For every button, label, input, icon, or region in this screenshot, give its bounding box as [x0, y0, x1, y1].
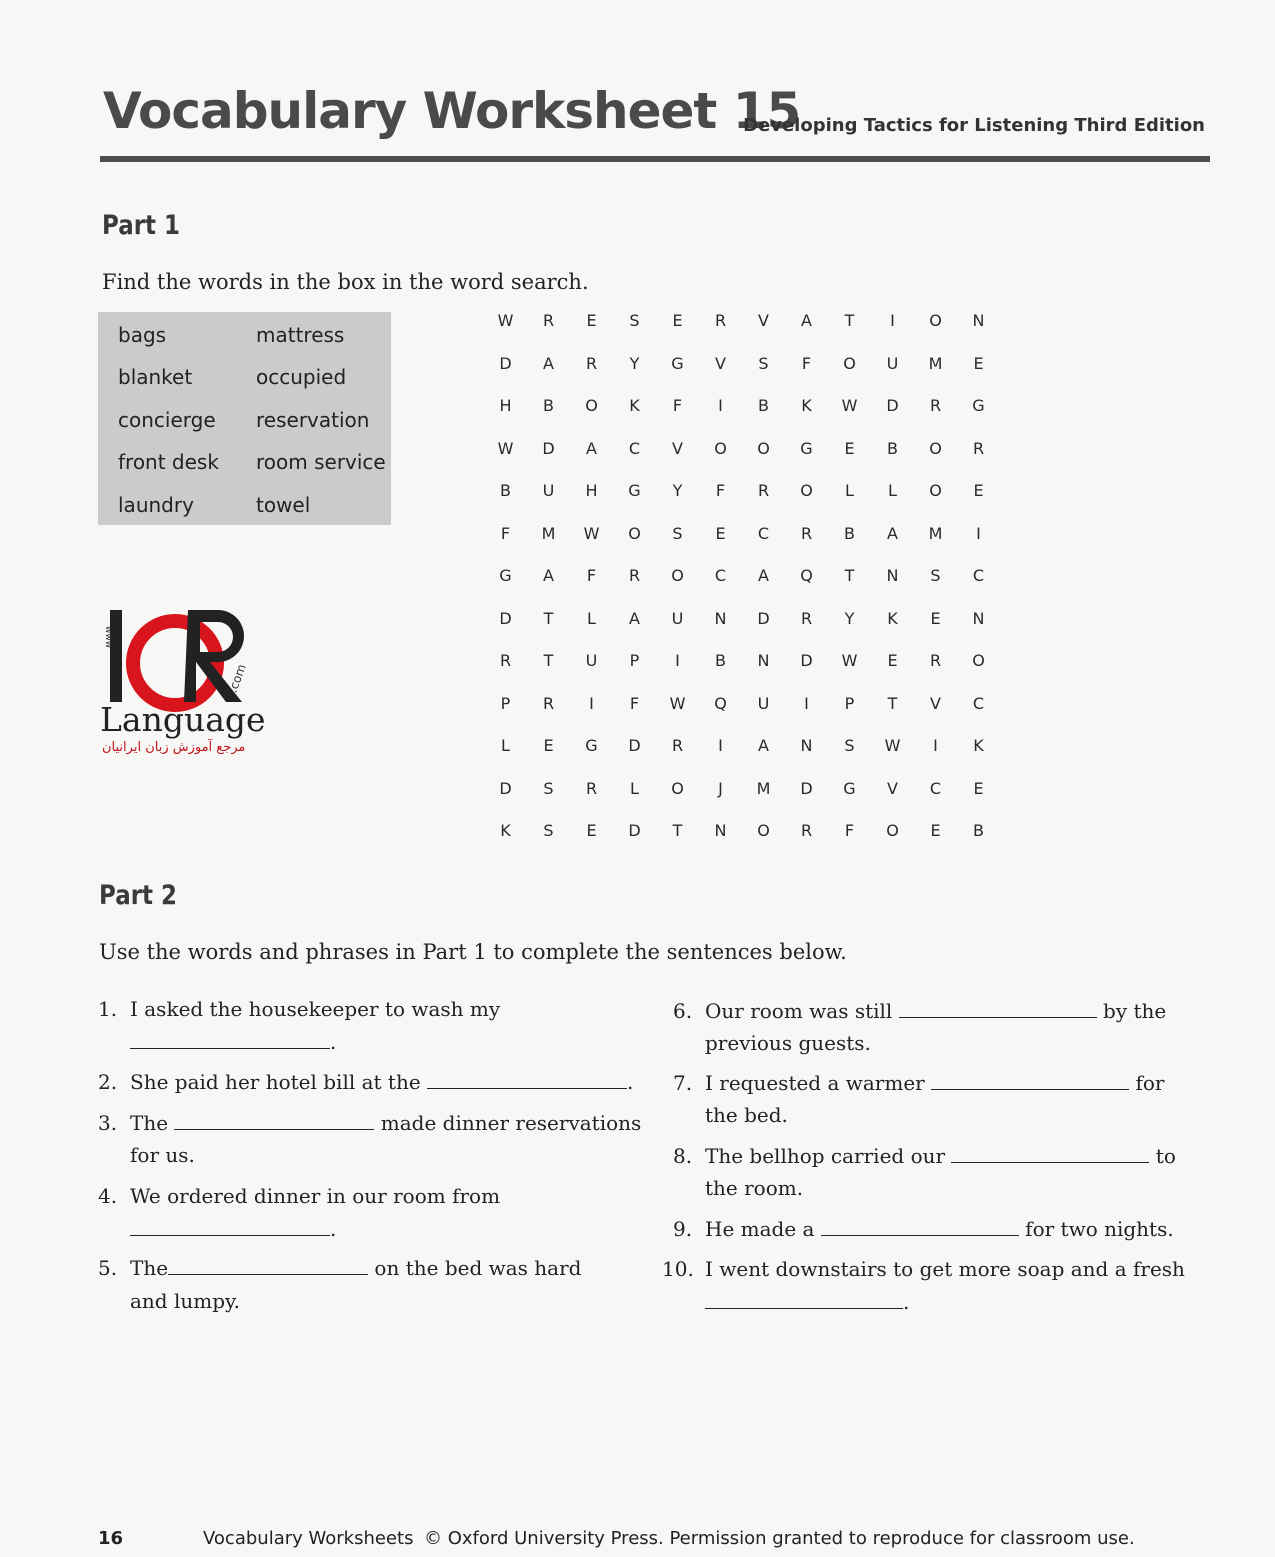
grid-letter: G — [628, 481, 641, 500]
grid-letter: I — [718, 736, 723, 755]
grid-letter: V — [758, 311, 769, 330]
grid-letter: C — [714, 566, 727, 585]
grid-letter: B — [543, 396, 554, 415]
grid-letter: A — [758, 736, 769, 755]
grid-letter: E — [973, 353, 984, 373]
grid-letter: R — [929, 396, 942, 415]
grid-letter: W — [583, 523, 600, 543]
grid-letter: W — [669, 693, 686, 713]
grid-letter: S — [543, 778, 554, 798]
page-number: 16 — [98, 1528, 124, 1549]
grid-letter: O — [929, 481, 942, 500]
part1-instruction: Find the words in the box in the word search. — [102, 270, 589, 294]
grid-letter: S — [758, 353, 769, 373]
grid-letter: R — [714, 311, 727, 330]
grid-letter: C — [972, 693, 985, 713]
grid-letter: E — [887, 651, 898, 670]
svg-text:.com: .com — [225, 662, 249, 695]
answer-blank[interactable] — [821, 1217, 1019, 1236]
word-item: reservation — [256, 408, 370, 432]
grid-letter: D — [542, 438, 555, 458]
word-box — [98, 312, 391, 525]
word-item: blanket — [118, 365, 193, 389]
grid-letter: C — [757, 523, 770, 543]
part2-heading: Part 2 — [99, 880, 177, 911]
word-item: occupied — [256, 365, 347, 389]
grid-letter: D — [628, 736, 641, 755]
grid-letter: U — [585, 651, 598, 670]
grid-letter: F — [500, 523, 511, 543]
grid-letter: O — [628, 523, 641, 543]
grid-letter: R — [929, 651, 942, 670]
grid-letter: B — [844, 523, 855, 543]
grid-letter: F — [801, 353, 812, 373]
grid-letter: E — [973, 481, 984, 500]
grid-letter: F — [715, 481, 726, 500]
grid-letter: I — [589, 693, 594, 713]
grid-letter: R — [800, 821, 813, 840]
grid-letter: K — [973, 736, 984, 755]
answer-blank[interactable] — [174, 1111, 374, 1130]
part1-heading: Part 1 — [102, 210, 180, 241]
grid-letter: U — [886, 353, 899, 373]
grid-letter: M — [756, 778, 771, 798]
word-item: bags — [118, 323, 167, 347]
grid-letter: D — [800, 651, 813, 670]
grid-letter: I — [976, 523, 981, 543]
grid-letter: R — [585, 353, 598, 373]
grid-letter: R — [499, 651, 512, 670]
logo-text: Language — [100, 700, 266, 739]
grid-letter: O — [671, 778, 684, 798]
grid-letter: A — [758, 566, 769, 585]
grid-letter: T — [543, 608, 554, 628]
grid-letter: Q — [800, 566, 813, 585]
grid-letter: H — [499, 396, 512, 415]
grid-letter: T — [844, 311, 855, 330]
grid-letter: N — [886, 566, 899, 585]
grid-letter: P — [629, 651, 640, 670]
grid-letter: I — [933, 736, 938, 755]
grid-letter: D — [499, 608, 512, 628]
grid-letter: O — [800, 481, 813, 500]
word-item: front desk — [118, 450, 219, 474]
grid-letter: O — [671, 566, 684, 585]
word-search-grid — [484, 300, 1000, 853]
grid-letter: F — [844, 821, 855, 840]
grid-letter: V — [930, 693, 941, 713]
grid-letter: N — [714, 821, 727, 840]
grid-letter: G — [585, 736, 598, 755]
grid-letter: O — [972, 651, 985, 670]
grid-letter: H — [585, 481, 598, 500]
grid-letter: C — [929, 778, 942, 798]
grid-letter: O — [843, 353, 856, 373]
grid-letter: N — [757, 651, 770, 670]
answer-blank[interactable] — [130, 1217, 330, 1236]
grid-letter: D — [886, 396, 899, 415]
grid-letter: K — [801, 396, 812, 415]
grid-letter: K — [887, 608, 898, 628]
grid-letter: G — [800, 438, 813, 458]
grid-letter: A — [586, 438, 597, 458]
grid-letter: O — [714, 438, 727, 458]
grid-letter: N — [972, 608, 985, 628]
grid-letter: E — [543, 736, 554, 755]
grid-letter: Y — [844, 608, 855, 628]
grid-letter: B — [715, 651, 726, 670]
logo-subtitle: مرجع آموزش زبان ایرانیان — [102, 740, 246, 755]
grid-letter: R — [800, 608, 813, 628]
word-item: mattress — [256, 323, 345, 347]
grid-letter: D — [628, 821, 641, 840]
answer-blank[interactable] — [951, 1144, 1149, 1163]
grid-letter: R — [628, 566, 641, 585]
word-item: concierge — [118, 408, 216, 432]
part2-instruction: Use the words and phrases in Part 1 to complete the sentences below. — [99, 940, 847, 964]
grid-letter: D — [800, 778, 813, 798]
grid-letter: U — [542, 481, 555, 500]
grid-letter: N — [714, 608, 727, 628]
worksheet-title: Vocabulary Worksheet 15 — [103, 82, 801, 140]
grid-letter: A — [543, 566, 554, 585]
answer-blank[interactable] — [899, 999, 1097, 1018]
header-rule — [100, 156, 1210, 162]
grid-letter: Y — [672, 481, 683, 500]
grid-letter: A — [801, 311, 812, 330]
grid-letter: V — [715, 353, 726, 373]
grid-letter: C — [972, 566, 985, 585]
grid-letter: C — [628, 438, 641, 458]
grid-letter: M — [928, 353, 943, 373]
grid-letter: F — [586, 566, 597, 585]
grid-letter: M — [928, 523, 943, 543]
answer-blank[interactable] — [130, 1030, 330, 1049]
answer-blank[interactable] — [705, 1290, 903, 1309]
grid-letter: S — [930, 566, 941, 585]
grid-letter: E — [586, 821, 597, 840]
grid-letter: B — [973, 821, 984, 840]
grid-letter: R — [800, 523, 813, 543]
grid-letter: L — [501, 736, 510, 755]
grid-letter: L — [630, 778, 639, 798]
grid-letter: R — [972, 438, 985, 458]
grid-letter: K — [629, 396, 640, 415]
footer-book: Vocabulary Worksheets — [203, 1528, 414, 1549]
grid-letter: P — [844, 693, 855, 713]
grid-letter: W — [841, 651, 858, 670]
grid-letter: D — [499, 353, 512, 373]
grid-letter: O — [757, 438, 770, 458]
grid-letter: K — [500, 821, 511, 840]
grid-letter: L — [587, 608, 596, 628]
book-subtitle: Developing Tactics for Listening Third Edition — [743, 115, 1205, 136]
grid-letter: L — [888, 481, 897, 500]
grid-letter: E — [672, 311, 683, 330]
grid-letter: M — [541, 523, 556, 543]
grid-letter: N — [800, 736, 813, 755]
grid-letter: G — [671, 353, 684, 373]
footer-copyright: © Oxford University Press. Permission granted to reproduce for classroom use. — [424, 1528, 1135, 1549]
grid-letter: Y — [629, 353, 640, 373]
grid-letter: O — [886, 821, 899, 840]
grid-letter: I — [890, 311, 895, 330]
grid-letter: R — [757, 481, 770, 500]
grid-letter: G — [843, 778, 856, 798]
grid-letter: R — [585, 778, 598, 798]
word-item: towel — [256, 493, 311, 517]
grid-letter: O — [585, 396, 598, 415]
grid-letter: B — [758, 396, 769, 415]
grid-letter: S — [672, 523, 683, 543]
grid-letter: I — [675, 651, 680, 670]
grid-letter: T — [672, 821, 683, 840]
grid-letter: D — [499, 778, 512, 798]
answer-blank[interactable] — [931, 1071, 1129, 1090]
grid-letter: A — [543, 353, 554, 373]
grid-letter: E — [715, 523, 726, 543]
grid-letter: T — [543, 651, 554, 670]
grid-letter: T — [844, 566, 855, 585]
grid-letter: Q — [714, 693, 727, 713]
grid-letter: G — [972, 396, 985, 415]
grid-letter: P — [500, 693, 511, 713]
grid-letter: B — [887, 438, 898, 458]
grid-letter: W — [497, 311, 514, 330]
grid-letter: W — [497, 438, 514, 458]
word-item: laundry — [118, 493, 194, 517]
grid-letter: F — [672, 396, 683, 415]
grid-letter: W — [884, 736, 901, 755]
grid-letter: E — [586, 311, 597, 330]
answer-blank[interactable] — [427, 1070, 627, 1089]
grid-letter: S — [543, 821, 554, 840]
svg-text:www: www — [103, 626, 113, 649]
grid-letter: S — [629, 311, 640, 330]
grid-letter: O — [757, 821, 770, 840]
grid-letter: T — [887, 693, 898, 713]
grid-letter: A — [629, 608, 640, 628]
grid-letter: W — [841, 396, 858, 415]
grid-letter: I — [718, 396, 723, 415]
grid-letter: R — [542, 311, 555, 330]
grid-letter: I — [804, 693, 809, 713]
grid-letter: U — [671, 608, 684, 628]
word-item: room service — [256, 450, 386, 474]
answer-blank[interactable] — [168, 1256, 368, 1275]
grid-letter: B — [500, 481, 511, 500]
grid-letter: D — [757, 608, 770, 628]
grid-letter: R — [671, 736, 684, 755]
grid-letter: F — [629, 693, 640, 713]
grid-letter: E — [844, 438, 855, 458]
grid-letter: U — [757, 693, 770, 713]
grid-letter: V — [672, 438, 683, 458]
grid-letter: S — [844, 736, 855, 755]
grid-letter: N — [972, 311, 985, 330]
grid-letter: E — [930, 608, 941, 628]
grid-letter: A — [887, 523, 898, 543]
grid-letter: R — [542, 693, 555, 713]
grid-letter: V — [887, 778, 898, 798]
grid-letter: O — [929, 438, 942, 458]
grid-letter: E — [930, 821, 941, 840]
grid-letter: J — [718, 778, 723, 798]
grid-letter: E — [973, 778, 984, 798]
grid-letter: L — [845, 481, 854, 500]
grid-letter: O — [929, 311, 942, 330]
grid-letter: G — [499, 566, 512, 585]
